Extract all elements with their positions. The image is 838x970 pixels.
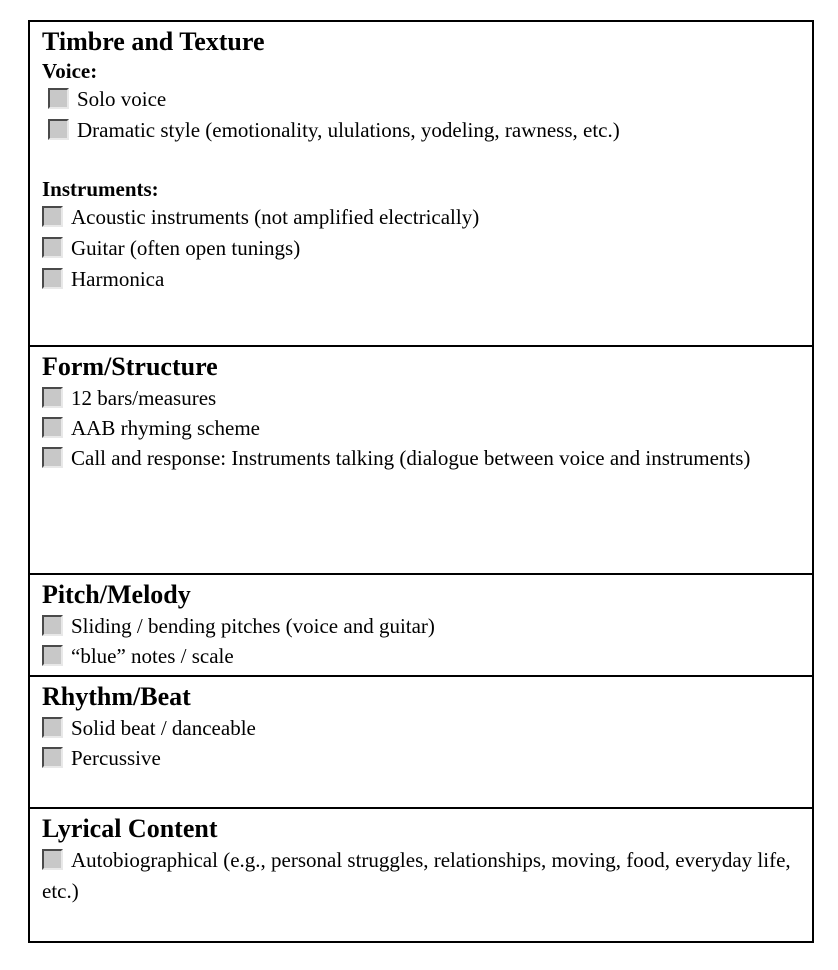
lyrical-content-section	[30, 809, 812, 941]
list-item	[42, 743, 800, 773]
checkbox[interactable]	[42, 206, 63, 227]
list-item	[42, 115, 800, 146]
section-title: Rhythm/Beat	[42, 682, 191, 711]
timbre-texture-section	[30, 22, 812, 347]
checkbox[interactable]	[42, 387, 63, 408]
checkbox[interactable]	[42, 417, 63, 438]
list-item	[42, 264, 800, 295]
form-structure-section	[30, 347, 812, 575]
section-title: Pitch/Melody	[42, 580, 191, 609]
checkbox[interactable]	[42, 237, 63, 258]
item-label: Solid beat / danceable	[71, 716, 256, 740]
checklist-table	[28, 20, 814, 943]
item-label: “blue” notes / scale	[71, 644, 234, 668]
item-label: Acoustic instruments (not amplified electrically)	[71, 205, 480, 229]
instruments-subheading: Instruments:	[42, 177, 159, 201]
checkbox[interactable]	[48, 119, 69, 140]
item-label: Guitar (often open tunings)	[71, 236, 301, 260]
item-label: Solo voice	[77, 87, 167, 111]
rhythm-beat-section	[30, 677, 812, 809]
list-item	[42, 202, 800, 233]
list-item	[42, 611, 800, 641]
section-title: Form/Structure	[42, 352, 218, 381]
section-title: Timbre and Texture	[42, 27, 265, 56]
item-label: Harmonica	[71, 267, 165, 291]
item-label: Sliding / bending pitches (voice and guitar)	[71, 614, 435, 638]
pitch-melody-section	[30, 575, 812, 677]
voice-subheading: Voice:	[42, 59, 98, 83]
item-label: AAB rhyming scheme	[71, 416, 260, 440]
list-item	[42, 641, 800, 671]
list-item	[42, 443, 800, 474]
section-title: Lyrical Content	[42, 814, 218, 843]
list-item	[42, 84, 800, 115]
checkbox[interactable]	[42, 645, 63, 666]
checkbox[interactable]	[42, 717, 63, 738]
list-item	[42, 413, 800, 443]
checkbox[interactable]	[42, 849, 63, 870]
list-item	[42, 713, 800, 743]
checkbox[interactable]	[48, 88, 69, 109]
item-label: Dramatic style (emotionality, ululations, yodeling, rawness, etc.)	[77, 118, 620, 142]
list-item	[42, 845, 800, 907]
item-label: Autobiographical (e.g., personal struggles, relationships, moving, food, everyday life, etc.)	[42, 848, 791, 903]
list-item	[42, 233, 800, 264]
checkbox[interactable]	[42, 268, 63, 289]
item-label: Call and response: Instruments talking (dialogue between voice and instruments)	[71, 446, 751, 470]
checkbox[interactable]	[42, 447, 63, 468]
checkbox[interactable]	[42, 615, 63, 636]
list-item	[42, 383, 800, 413]
item-label: Percussive	[71, 746, 161, 770]
checkbox[interactable]	[42, 747, 63, 768]
item-label: 12 bars/measures	[71, 386, 217, 410]
spacer	[42, 146, 800, 176]
